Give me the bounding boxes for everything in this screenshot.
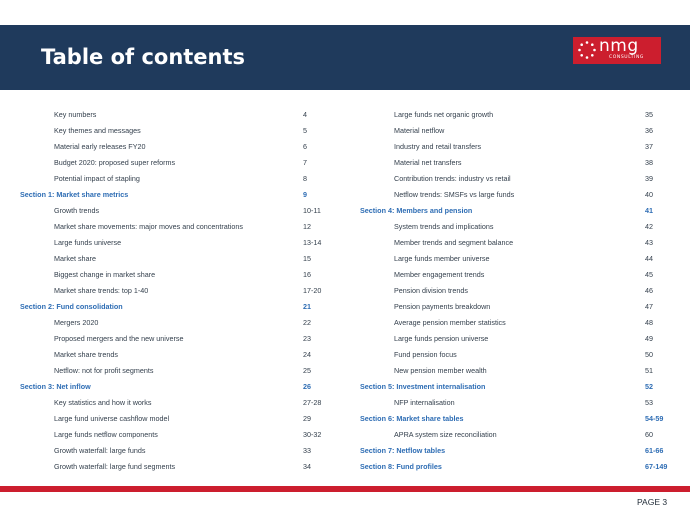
toc-entry-label: Industry and retail transfers xyxy=(394,142,482,151)
toc-entry[interactable] xyxy=(360,395,662,411)
toc-entry-label: Large funds netflow components xyxy=(54,430,158,439)
toc-entry-page: 39 xyxy=(645,174,653,183)
toc-entry-label: NFP internalisation xyxy=(394,398,455,407)
toc-entry-page: 52 xyxy=(645,382,653,391)
toc-entry[interactable] xyxy=(360,363,662,379)
toc-entry-page: 10-11 xyxy=(303,206,321,215)
toc-entry-page: 13-14 xyxy=(303,238,322,247)
toc-entry-label: Pension division trends xyxy=(394,286,468,295)
toc-left-column xyxy=(20,107,322,475)
toc-entry-label: Average pension member statistics xyxy=(394,318,506,327)
toc-entry-label: System trends and implications xyxy=(394,222,494,231)
toc-entry[interactable] xyxy=(20,363,322,379)
toc-entry[interactable] xyxy=(360,123,662,139)
toc-entry[interactable] xyxy=(360,139,662,155)
toc-entry-page: 45 xyxy=(645,270,653,279)
toc-entry-page: 21 xyxy=(303,302,311,311)
toc-entry[interactable] xyxy=(20,459,322,475)
toc-entry-page: 41 xyxy=(645,206,653,215)
toc-entry-page: 24 xyxy=(303,350,311,359)
toc-entry[interactable] xyxy=(20,251,322,267)
toc-entry-label: Netflow: not for profit segments xyxy=(54,366,154,375)
toc-section-heading[interactable] xyxy=(20,187,322,203)
toc-entry-label: Material netflow xyxy=(394,126,445,135)
toc-entry-page: 7 xyxy=(303,158,307,167)
toc-entry[interactable] xyxy=(360,315,662,331)
toc-entry-label: Market share xyxy=(54,254,96,263)
toc-entry-page: 49 xyxy=(645,334,653,343)
toc-entry-label: Budget 2020: proposed super reforms xyxy=(54,158,176,167)
toc-entry-page: 61-66 xyxy=(645,446,664,455)
toc-entry-label: Growth waterfall: large fund segments xyxy=(54,462,176,471)
toc-entry-page: 6 xyxy=(303,142,307,151)
toc-entry-page: 51 xyxy=(645,366,653,375)
toc-entry[interactable] xyxy=(20,443,322,459)
toc-entry-page: 34 xyxy=(303,462,311,471)
toc-entry-label: Section 4: Members and pension xyxy=(360,206,473,215)
toc-entry[interactable] xyxy=(20,203,322,219)
logo-dots-icon xyxy=(577,40,597,60)
toc-entry[interactable] xyxy=(360,107,662,123)
toc-entry-label: Large funds pension universe xyxy=(394,334,489,343)
toc-entry[interactable] xyxy=(360,427,662,443)
toc-right-column xyxy=(360,107,668,475)
toc-entry[interactable] xyxy=(360,331,662,347)
toc-entry[interactable] xyxy=(20,123,322,139)
toc-entry-page: 16 xyxy=(303,270,311,279)
toc-entry-label: Large funds member universe xyxy=(394,254,490,263)
toc-entry[interactable] xyxy=(20,107,322,123)
toc-entry-page: 5 xyxy=(303,126,307,135)
toc-entry-label: Section 6: Market share tables xyxy=(360,414,464,423)
toc-entry-label: Fund pension focus xyxy=(394,350,457,359)
toc-entry-page: 46 xyxy=(645,286,653,295)
toc-entry-label: Large funds universe xyxy=(54,238,122,247)
toc-entry-label: Growth waterfall: large funds xyxy=(54,446,146,455)
toc-section-heading[interactable] xyxy=(360,459,668,475)
toc-entry-label: Potential impact of stapling xyxy=(54,174,140,183)
toc-entry[interactable] xyxy=(20,331,322,347)
toc-entry-label: Material net transfers xyxy=(394,158,462,167)
toc-entry[interactable] xyxy=(360,347,662,363)
toc-entry-page: 30-32 xyxy=(303,430,322,439)
toc-entry-label: Section 3: Net inflow xyxy=(20,382,91,391)
toc-entry-label: Biggest change in market share xyxy=(54,270,156,279)
toc-entry[interactable] xyxy=(20,315,322,331)
toc-entry-page: 53 xyxy=(645,398,653,407)
toc-entry-label: Proposed mergers and the new universe xyxy=(54,334,184,343)
toc-entry[interactable] xyxy=(360,267,662,283)
toc-section-heading[interactable] xyxy=(20,379,322,395)
toc-entry[interactable] xyxy=(360,251,662,267)
toc-entry[interactable] xyxy=(360,171,662,187)
header-banner xyxy=(0,25,690,90)
toc-entry-page: 33 xyxy=(303,446,311,455)
toc-entry-page: 38 xyxy=(645,158,653,167)
toc-entry-label: Member engagement trends xyxy=(394,270,485,279)
footer-bar xyxy=(0,486,690,492)
toc-section-heading[interactable] xyxy=(360,379,662,395)
toc-entry-page: 36 xyxy=(645,126,653,135)
toc-entry-label: Large funds net organic growth xyxy=(394,110,494,119)
toc-entry-page: 22 xyxy=(303,318,311,327)
toc-entry-label: Section 5: Investment internalisation xyxy=(360,382,486,391)
toc-entry-label: Market share trends: top 1-40 xyxy=(54,286,149,295)
toc-entry-page: 23 xyxy=(303,334,311,343)
toc-entry-page: 40 xyxy=(645,190,653,199)
toc-entry-label: Section 2: Fund consolidation xyxy=(20,302,123,311)
toc-entry-page: 26 xyxy=(303,382,311,391)
toc-entry-page: 44 xyxy=(645,254,653,263)
toc-entry-page: 15 xyxy=(303,254,311,263)
toc-entry-page: 37 xyxy=(645,142,653,151)
toc-entry[interactable] xyxy=(360,187,662,203)
toc-entry[interactable] xyxy=(20,347,322,363)
toc-section-heading[interactable] xyxy=(20,299,322,315)
toc-entry[interactable] xyxy=(20,171,322,187)
toc-entry-label: Section 1: Market share metrics xyxy=(20,190,129,199)
toc-entry-page: 50 xyxy=(645,350,653,359)
toc-entry[interactable] xyxy=(360,299,662,315)
toc-entry-page: 17-20 xyxy=(303,286,322,295)
toc-entry[interactable] xyxy=(360,283,662,299)
toc-entry-page: 54-59 xyxy=(645,414,664,423)
logo-wordmark: nmg xyxy=(599,36,639,56)
toc-entry-page: 47 xyxy=(645,302,653,311)
toc-entry[interactable] xyxy=(360,219,662,235)
toc-entry[interactable] xyxy=(20,427,322,443)
toc-entry-label: APRA system size reconciliation xyxy=(394,430,497,439)
toc-entry-page: 29 xyxy=(303,414,311,423)
toc-entry-page: 25 xyxy=(303,366,311,375)
toc-entry[interactable] xyxy=(20,283,322,299)
toc-entry-label: New pension member wealth xyxy=(394,366,487,375)
toc-entry-page: 42 xyxy=(645,222,653,231)
toc-entry-page: 4 xyxy=(303,110,307,119)
page-number: PAGE 3 xyxy=(637,497,668,507)
toc-entry[interactable] xyxy=(20,155,322,171)
toc-entry-label: Member trends and segment balance xyxy=(394,238,514,247)
toc-entry-page: 48 xyxy=(645,318,653,327)
toc-entry-label: Section 8: Fund profiles xyxy=(360,462,442,471)
toc-entry-label: Mergers 2020 xyxy=(54,318,99,327)
toc-section-heading[interactable] xyxy=(360,443,662,459)
toc-entry-label: Key statistics and how it works xyxy=(54,398,152,407)
logo-tagline: CONSULTING xyxy=(609,55,645,60)
toc-entry-label: Material early releases FY20 xyxy=(54,142,146,151)
toc-section-heading[interactable] xyxy=(360,411,662,427)
toc-entry-page: 43 xyxy=(645,238,653,247)
toc-entry-label: Netflow trends: SMSFs vs large funds xyxy=(394,190,515,199)
toc-entry[interactable] xyxy=(360,235,662,251)
page-title: Table of contents xyxy=(41,45,246,69)
toc-entry[interactable] xyxy=(20,411,322,427)
toc-entry[interactable] xyxy=(20,219,322,235)
toc-entry[interactable] xyxy=(360,155,662,171)
toc-entry-page: 27-28 xyxy=(303,398,322,407)
toc-entry-page: 8 xyxy=(303,174,307,183)
toc-entry-label: Pension payments breakdown xyxy=(394,302,491,311)
toc-entry-label: Market share trends xyxy=(54,350,118,359)
toc-entry-page: 60 xyxy=(645,430,653,439)
toc-entry-label: Section 7: Netflow tables xyxy=(360,446,446,455)
company-logo xyxy=(573,37,661,64)
toc-entry-page: 12 xyxy=(303,222,311,231)
toc-entry-page: 35 xyxy=(645,110,653,119)
toc-entry-label: Market share movements: major moves and concentrations xyxy=(54,222,243,231)
toc-entry-label: Large fund universe cashflow model xyxy=(54,414,170,423)
toc-entry[interactable] xyxy=(20,235,322,251)
toc-entry-label: Contribution trends: industry vs retail xyxy=(394,174,511,183)
toc-entry-page: 67-149 xyxy=(645,462,668,471)
toc-entry[interactable] xyxy=(20,395,322,411)
toc-entry-label: Key themes and messages xyxy=(54,126,141,135)
toc-entry[interactable] xyxy=(20,139,322,155)
toc-entry-label: Key numbers xyxy=(54,110,97,119)
toc-entry-page: 9 xyxy=(303,190,307,199)
toc-section-heading[interactable] xyxy=(360,203,662,219)
toc-entry[interactable] xyxy=(20,267,322,283)
toc-entry-label: Growth trends xyxy=(54,206,100,215)
